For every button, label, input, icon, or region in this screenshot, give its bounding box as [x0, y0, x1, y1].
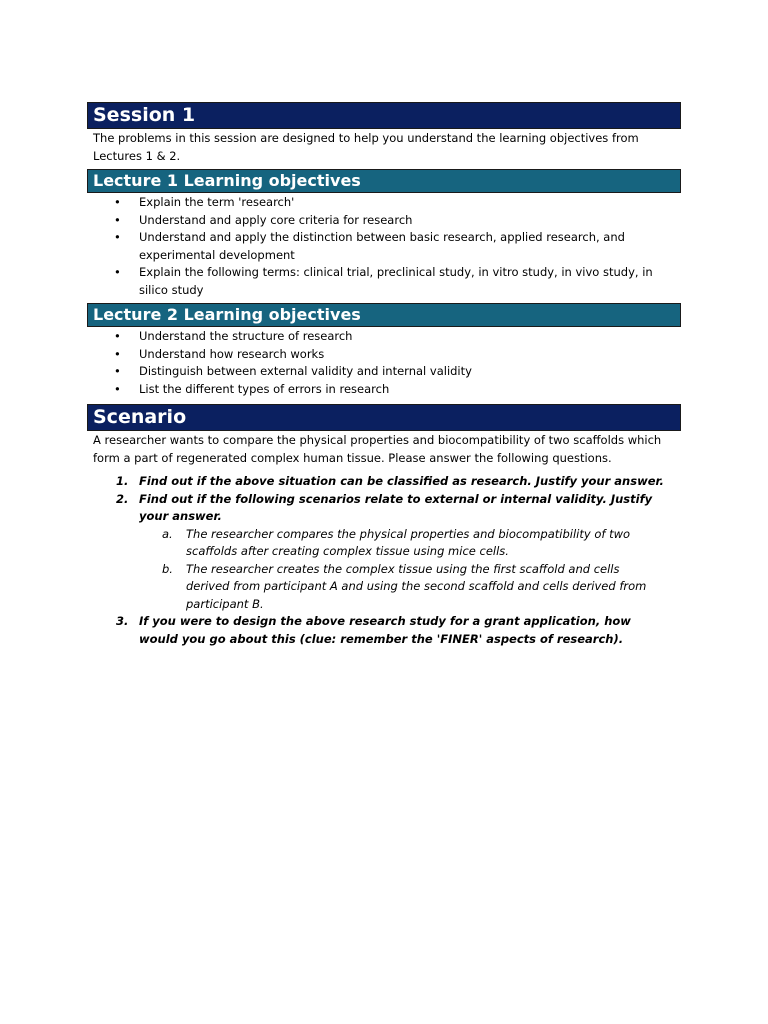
- lecture2-objectives-list: [87, 328, 681, 398]
- lecture2-heading: Lecture 2 Learning objectives: [87, 303, 681, 327]
- list-item: • List the different types of errors in research: [87, 381, 681, 399]
- bullet-icon: •: [114, 195, 121, 209]
- session-heading: Session 1: [87, 102, 681, 129]
- question-item: [87, 491, 681, 614]
- scenario-intro: A researcher wants to compare the physical properties and biocompatibility of two scaffolds which form a part of regenerated complex human tissue. Please answer the following questions.: [93, 433, 662, 465]
- bullet-icon: •: [114, 364, 121, 378]
- list-item: • Understand and apply the distinction between basic research, applied research, and experimental development: [114, 230, 625, 262]
- sub-question-item: [139, 561, 671, 614]
- list-item: • Understand how research works: [87, 346, 681, 364]
- sub-question-list: [139, 526, 671, 614]
- lecture1-heading: Lecture 1 Learning objectives: [87, 169, 681, 193]
- session-intro: The problems in this session are designed to help you understand the learning objectives from Lectures 1 & 2.: [93, 131, 639, 163]
- question-text: Find out if the following scenarios relate to external or internal validity. Justify your answer.: [139, 491, 653, 523]
- question-item: [87, 473, 681, 491]
- question-number: 3.: [116, 614, 129, 628]
- question-item: [87, 613, 681, 648]
- sub-question-text: The researcher creates the complex tissue using the first scaffold and cells derived from participant A and using the second scaffold and cells derived from participant B.: [186, 561, 647, 611]
- bullet-icon: •: [114, 346, 121, 361]
- bullet-icon: •: [114, 265, 121, 279]
- document-page: [87, 102, 681, 648]
- question-number: 2.: [116, 491, 129, 506]
- scenario-heading: Scenario: [87, 404, 681, 431]
- bullet-icon: •: [114, 230, 121, 244]
- list-item: • Distinguish between external validity and internal validity: [87, 363, 681, 381]
- sub-question-letter: a.: [162, 526, 173, 541]
- question-number: 1.: [116, 474, 129, 488]
- question-text: Find out if the above situation can be classified as research. Justify your answer.: [139, 474, 664, 488]
- list-item: • Understand and apply core criteria for research: [87, 212, 681, 230]
- list-item: • Explain the term 'research': [87, 194, 681, 212]
- sub-question-item: [139, 526, 671, 561]
- bullet-icon: •: [114, 329, 121, 343]
- question-text: If you were to design the above research study for a grant application, how would you go about this (clue: remember the 'FINER' aspects of research).: [139, 614, 631, 646]
- bullet-icon: •: [114, 212, 121, 227]
- list-item: • Explain the following terms: clinical trial, preclinical study, in vitro study, in vivo study, in silico study: [114, 265, 653, 297]
- lecture1-objectives-list: [87, 194, 681, 299]
- sub-question-text: The researcher compares the physical properties and biocompatibility of two scaffolds after creating complex tissue using mice cells.: [186, 526, 631, 558]
- sub-question-letter: b.: [162, 561, 173, 576]
- list-item: • Understand the structure of research: [87, 328, 681, 346]
- bullet-icon: •: [114, 381, 121, 396]
- scenario-questions-list: [87, 473, 681, 648]
